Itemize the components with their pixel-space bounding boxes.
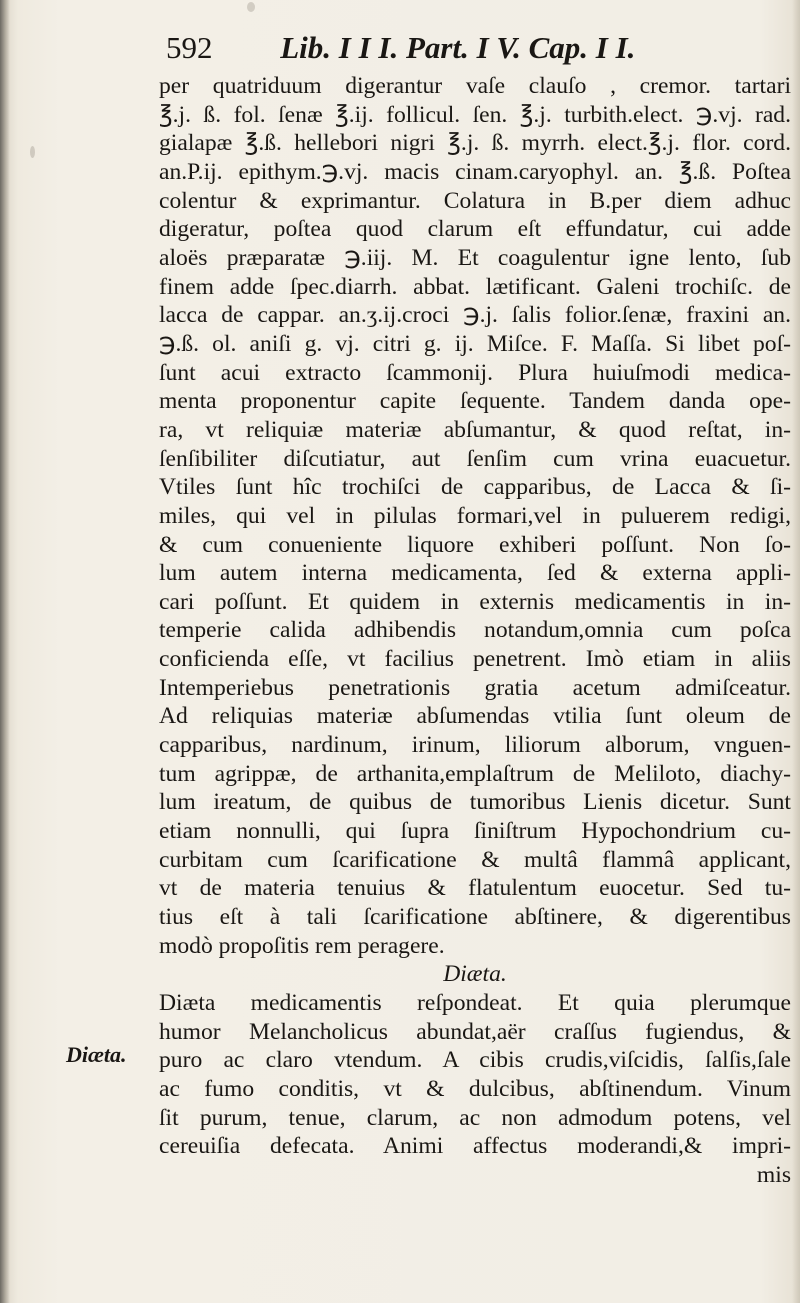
ink-speck (30, 146, 35, 158)
running-header (166, 30, 766, 70)
text-line: modò propoſitis rem peragere. (159, 932, 445, 959)
text-line: cari poſſunt. Et quidem in externis medicamentis in in- (159, 588, 791, 615)
running-title: Lib. I I I. Part. I V. Cap. I I. (280, 30, 636, 65)
text-line: aloës præparatæ ℈.iij. M. Et coagulentur igne lento, ſub (159, 244, 791, 271)
text-line: temperie calida adhibendis notandum,omnia cum poſca (159, 617, 791, 644)
text-line: ſenſibiliter diſcutiatur, aut ſenſim cum vrina euacuetur. (159, 445, 791, 472)
text-line: Intemperiebus penetrationis gratia acetum admiſceatur. (159, 674, 791, 701)
text-line: tum agrippæ, de arthanita,emplaſtrum de Meliloto, diachy- (159, 760, 791, 787)
text-line: & cum conueniente liquore exhiberi poſſunt. Non ſo- (159, 531, 791, 558)
gutter-shadow (0, 0, 10, 1303)
page-number: 592 (166, 30, 213, 65)
text-line: per quatriduum digerantur vaſe clauſo , cremor. tartari (159, 73, 791, 99)
text-line: Vtiles ſunt hîc trochiſci de capparibus, de Lacca & ſi- (159, 474, 791, 501)
text-line: ac fumo conditis, vt & dulcibus, abſtinendum. Vinum (159, 1075, 791, 1102)
text-line: gialapæ ℥.ß. hellebori nigri ℥.j. ß. myrrh. elect.℥.j. flor. cord. (159, 130, 791, 157)
text-line: digeratur, poſtea quod clarum eſt effundatur, cui adde (159, 216, 791, 243)
text-line: colentur & exprimantur. Colatura in B.per diem adhuc (159, 187, 791, 214)
text-line: curbitam cum ſcarificatione & multâ flammâ applicant, (159, 846, 791, 873)
text-line: conficienda eſſe, vt facilius penetrent. Imò etiam in aliis (159, 646, 791, 673)
text-line: lum ireatum, de quibus de tumoribus Lienis dicetur. Sunt (159, 789, 791, 816)
text-line: ra, vt reliquiæ materiæ abſumantur, & quod reſtat, in- (159, 416, 791, 443)
text-line: humor Melancholicus abundat,aër craſſus fugiendus, & (159, 1018, 791, 1045)
text-line: miles, qui vel in pilulas formari,vel in puluerem redigi, (159, 502, 791, 529)
text-line: capparibus, nardinum, irinum, liliorum alborum, vnguen- (159, 732, 791, 759)
text-line: Ad reliquias materiæ abſumendas vtilia ſunt oleum de (159, 703, 791, 730)
text-line: finem adde ſpec.diarrh. abbat. lætificant. Galeni trochiſc. de (159, 273, 791, 300)
text-line: Diæta medicamentis reſpondeat. Et quia plerumque (159, 990, 791, 1016)
catchword: mis (756, 1161, 791, 1188)
section-heading: Diæta. (443, 961, 507, 988)
text-line: lum autem interna medicamenta, ſed & externa appli- (159, 560, 791, 587)
text-line: ſit purum, tenue, clarum, ac non admodum potens, vel (159, 1104, 791, 1131)
text-line: puro ac claro vtendum. A cibis crudis,viſcidis, ſalſis,ſale (159, 1047, 791, 1074)
margin-note-diaeta: Diæta. (66, 1042, 127, 1067)
text-line: cereuiſia defecata. Animi affectus moderandi,& impri- (159, 1133, 791, 1160)
text-line: menta proponentur capite ſequente. Tandem danda ope- (159, 388, 791, 415)
body-text (159, 72, 791, 1190)
text-line: ſunt acui extracto ſcammonij. Plura huiuſmodi medica- (159, 359, 791, 386)
text-line: vt de materia tenuius & flatulentum euocetur. Sed tu- (159, 875, 791, 902)
text-line: lacca de cappar. an.ʒ.ij.croci ℈.j. ſalis folior.ſenæ, fraxini an. (159, 302, 791, 329)
text-line: tius eſt à tali ſcarificatione abſtinere, & digerentibus (159, 904, 791, 931)
text-line: ℈.ß. ol. aniſi g. vj. citri g. ij. Miſce. F. Maſſa. Si libet poſ- (159, 330, 791, 357)
text-line: etiam nonnulli, qui ſupra ſiniſtrum Hypochondrium cu- (159, 818, 791, 845)
text-line: ℥.j. ß. fol. ſenæ ℥.ij. follicul. ſen. ℥.j. turbith.elect. ℈.vj. rad. (159, 101, 791, 128)
page-edge (792, 0, 800, 1303)
text-line: an.P.ij. epithym.℈.vj. macis cinam.caryophyl. an. ℥.ß. Poſtea (159, 158, 791, 185)
ink-speck (247, 2, 255, 12)
